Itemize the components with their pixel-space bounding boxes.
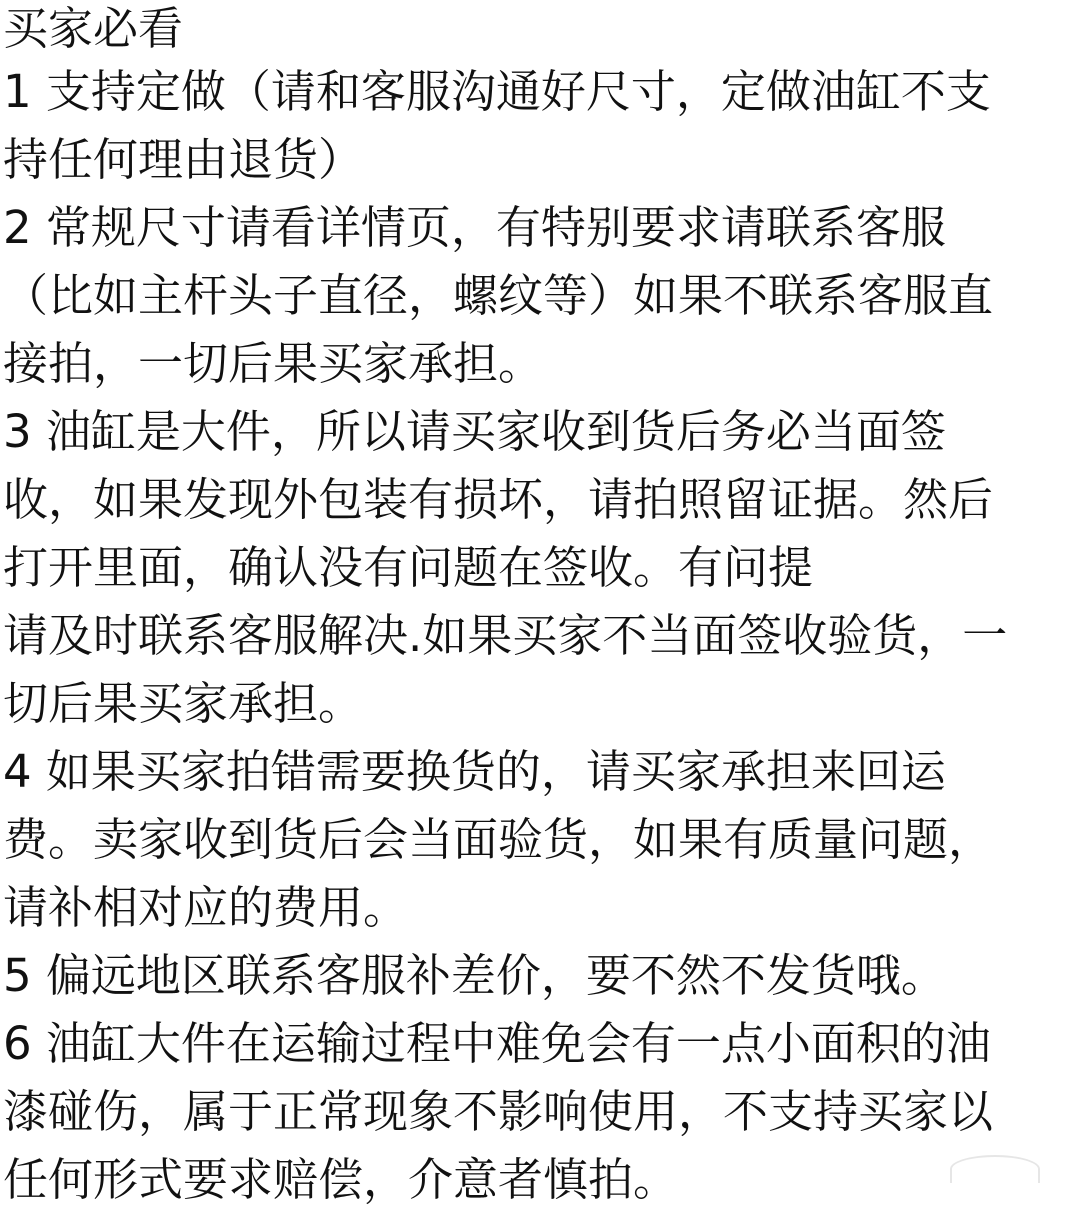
notice-line-4: （比如主杆头子直径，螺纹等）如果不联系客服直 — [3, 269, 994, 322]
notice-line-2: 持任何理由退货） — [3, 133, 364, 186]
notice-title: 买家必看 — [3, 2, 184, 55]
notice-line-12: 费。卖家收到货后会当面验货，如果有质量问题， — [3, 813, 994, 866]
notice-line-17: 任何形式要求赔偿，介意者慎拍。 — [3, 1153, 679, 1206]
notice-line-11: 4 如果买家拍错需要换货的，请买家承担来回运 — [3, 745, 946, 798]
notice-text-block — [3, 0, 1073, 1214]
notice-line-13: 请补相对应的费用。 — [3, 881, 409, 934]
corner-watermark-arc — [950, 1155, 1040, 1183]
notice-line-5: 接拍，一切后果买家承担。 — [3, 337, 544, 390]
notice-line-10: 切后果买家承担。 — [3, 677, 364, 730]
notice-line-8: 打开里面，确认没有问题在签收。有问提 — [3, 541, 814, 594]
notice-line-1: 1 支持定做（请和客服沟通好尺寸，定做油缸不支 — [3, 65, 991, 118]
notice-line-15: 6 油缸大件在运输过程中难免会有一点小面积的油 — [3, 1017, 991, 1070]
notice-line-7: 收，如果发现外包装有损坏，请拍照留证据。然后 — [3, 473, 994, 526]
notice-line-6: 3 油缸是大件，所以请买家收到货后务必当面签 — [3, 405, 946, 458]
notice-line-9: 请及时联系客服解决.如果买家不当面签收验货，一 — [3, 609, 1008, 662]
notice-line-16: 漆碰伤，属于正常现象不影响使用，不支持买家以 — [3, 1085, 994, 1138]
notice-line-3: 2 常规尺寸请看详情页，有特别要求请联系客服 — [3, 201, 946, 254]
notice-line-14: 5 偏远地区联系客服补差价，要不然不发货哦。 — [3, 949, 946, 1002]
